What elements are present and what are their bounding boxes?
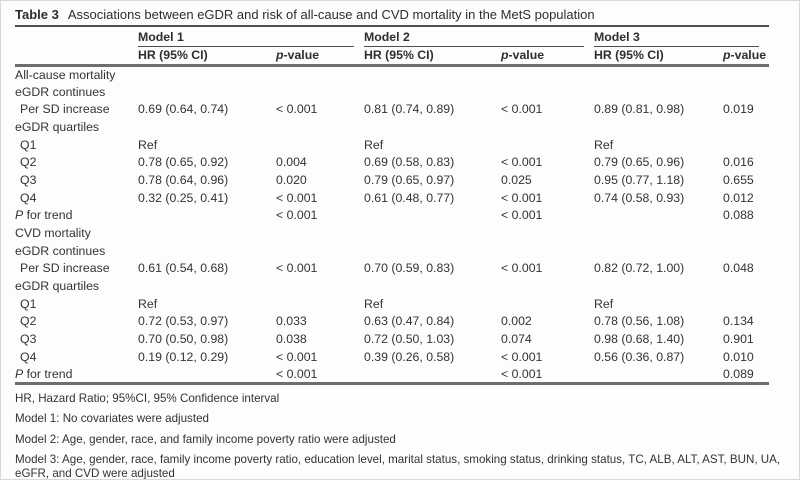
p-value-cell: 0.038 xyxy=(276,332,307,347)
row-label: Q4 xyxy=(20,349,37,364)
p-value-cell: < 0.001 xyxy=(276,190,318,205)
results-table xyxy=(15,25,769,385)
table-title-text: Associations between eGDR and risk of all-cause and CVD mortality in the MetS population xyxy=(67,7,595,22)
table-row xyxy=(15,330,769,348)
p-value-cell: < 0.001 xyxy=(501,190,543,205)
p-value-cell: < 0.001 xyxy=(501,155,543,170)
p-value-cell: < 0.001 xyxy=(501,261,543,276)
p-value-cell xyxy=(276,277,364,295)
hr-value-cell: 0.32 (0.25, 0.41) xyxy=(138,190,229,205)
footnote-model1: Model 1: No covariates were adjusted xyxy=(15,412,209,426)
footnote-abbreviations: HR, Hazard Ratio; 95%CI, 95% Confidence interval xyxy=(15,391,280,405)
hr-value-cell xyxy=(138,277,276,295)
p-value-cell: < 0.001 xyxy=(501,102,543,117)
hr-value-cell xyxy=(364,242,501,260)
p-value-cell: < 0.001 xyxy=(276,349,318,364)
row-label: eGDR continues xyxy=(15,84,106,99)
table-number: Table 3 xyxy=(15,7,59,22)
row-label: Q1 xyxy=(20,296,37,311)
row-label: Per SD increase xyxy=(20,102,110,117)
p-value-cell xyxy=(276,136,364,154)
p-column-header: p-value xyxy=(501,48,545,63)
hr-value-cell xyxy=(138,207,276,225)
hr-value-cell: Ref xyxy=(364,137,384,152)
hr-value-cell: 0.69 (0.58, 0.83) xyxy=(364,155,455,170)
hr-value-cell: 0.72 (0.50, 1.03) xyxy=(364,332,455,347)
hr-value-cell xyxy=(138,118,276,136)
hr-value-cell xyxy=(364,224,501,242)
hr-value-cell xyxy=(364,366,501,384)
p-value-cell xyxy=(501,277,594,295)
p-value-cell: 0.901 xyxy=(723,332,754,347)
hr-value-cell: 0.98 (0.68, 1.40) xyxy=(594,332,685,347)
hr-value-cell: 0.78 (0.56, 1.08) xyxy=(594,314,685,329)
p-value-cell: 0.002 xyxy=(501,314,532,329)
hr-column-header: HR (95% CI) xyxy=(594,48,664,63)
p-value-cell: < 0.001 xyxy=(501,349,543,364)
hr-column-header: HR (95% CI) xyxy=(364,48,434,63)
table-row xyxy=(15,136,769,154)
table-row xyxy=(15,83,769,101)
p-value-cell: < 0.001 xyxy=(276,102,318,117)
p-value-cell xyxy=(501,295,594,313)
row-label: eGDR quartiles xyxy=(15,279,100,294)
p-value-cell xyxy=(501,224,594,242)
p-value-cell: 0.025 xyxy=(501,172,532,187)
row-label: Q2 xyxy=(20,314,37,329)
table-row xyxy=(15,153,769,171)
p-value-cell xyxy=(276,295,364,313)
table-row xyxy=(15,224,769,242)
hr-value-cell: 0.70 (0.59, 0.83) xyxy=(364,261,455,276)
p-value-cell: 0.074 xyxy=(501,332,532,347)
hr-value-cell: 0.61 (0.54, 0.68) xyxy=(138,261,229,276)
hr-value-cell xyxy=(594,366,723,384)
table-header xyxy=(15,26,769,65)
model3-label: Model 3 xyxy=(594,27,759,47)
p-value-cell xyxy=(723,277,769,295)
model2-label: Model 2 xyxy=(364,27,584,47)
hr-value-cell xyxy=(364,207,501,225)
p-value-cell xyxy=(276,83,364,101)
table-row xyxy=(15,171,769,189)
hr-value-cell xyxy=(594,65,723,83)
hr-value-cell: 0.78 (0.64, 0.96) xyxy=(138,172,229,187)
row-label: Per SD increase xyxy=(20,261,110,276)
table-row xyxy=(15,100,769,118)
hr-value-cell: Ref xyxy=(594,137,614,152)
p-value-cell xyxy=(276,118,364,136)
hr-value-cell xyxy=(594,83,723,101)
hr-value-cell: 0.63 (0.47, 0.84) xyxy=(364,314,455,329)
table-row xyxy=(15,189,769,207)
p-value-cell xyxy=(723,136,769,154)
hr-value-cell: 0.56 (0.36, 0.87) xyxy=(594,349,685,364)
hr-value-cell xyxy=(594,242,723,260)
row-label: eGDR quartiles xyxy=(15,119,100,134)
hr-value-cell: 0.81 (0.74, 0.89) xyxy=(364,102,455,117)
row-label: All-cause mortality xyxy=(15,67,116,82)
p-value-cell xyxy=(501,242,594,260)
row-label: P for trend xyxy=(15,208,73,223)
p-column-header: p-value xyxy=(723,48,767,63)
p-value-cell xyxy=(501,118,594,136)
table-row xyxy=(15,348,769,366)
hr-value-cell: 0.74 (0.58, 0.93) xyxy=(594,190,685,205)
hr-value-cell: Ref xyxy=(138,137,158,152)
p-column-header: p-value xyxy=(276,48,320,63)
hr-value-cell xyxy=(594,118,723,136)
footnote-model2: Model 2: Age, gender, race, and family income poverty ratio were adjusted xyxy=(15,432,396,446)
p-value-cell xyxy=(501,136,594,154)
p-value-cell xyxy=(723,83,769,101)
hr-value-cell xyxy=(138,242,276,260)
p-value-cell: < 0.001 xyxy=(276,208,318,223)
row-label: Q3 xyxy=(20,332,37,347)
hr-column-header: HR (95% CI) xyxy=(138,48,208,63)
hr-value-cell xyxy=(364,83,501,101)
p-value-cell xyxy=(723,118,769,136)
model3-header xyxy=(594,26,769,47)
p-value-cell: < 0.001 xyxy=(276,261,318,276)
label-column-header xyxy=(15,26,138,65)
row-label: Q3 xyxy=(20,172,37,187)
footnote-model3: Model 3: Age, gender, race, family income poverty ratio, education level, marital status, smoking status, drinking status, TC, ALB, ALT, AST, BUN, UA, eGFR, and CVD were adjusted xyxy=(15,453,781,480)
hr-value-cell: 0.72 (0.53, 0.97) xyxy=(138,314,229,329)
p-value-cell xyxy=(723,295,769,313)
p-value-cell: 0.019 xyxy=(723,102,754,117)
hr-value-cell: 0.78 (0.65, 0.92) xyxy=(138,155,229,170)
p-value-cell xyxy=(501,65,594,83)
p-value-cell: 0.089 xyxy=(723,366,754,381)
p-value-cell xyxy=(723,224,769,242)
hr-value-cell xyxy=(138,83,276,101)
hr-value-cell: 0.95 (0.77, 1.18) xyxy=(594,172,685,187)
row-label: CVD mortality xyxy=(15,226,91,241)
table-row xyxy=(15,118,769,136)
table-row xyxy=(15,207,769,225)
table-footnotes xyxy=(15,392,785,480)
p-value-cell: < 0.001 xyxy=(276,366,318,381)
p-value-cell xyxy=(276,242,364,260)
hr-value-cell: Ref xyxy=(364,296,384,311)
p-value-cell: 0.048 xyxy=(723,261,754,276)
model-header-row xyxy=(15,26,769,47)
p-value-cell: < 0.001 xyxy=(501,208,543,223)
hr-value-cell: 0.79 (0.65, 0.97) xyxy=(364,172,455,187)
hr-value-cell: 0.69 (0.64, 0.74) xyxy=(138,102,229,117)
p-value-cell: 0.010 xyxy=(723,349,754,364)
p-value-cell xyxy=(276,65,364,83)
p-value-cell: 0.134 xyxy=(723,314,754,329)
model1-header xyxy=(138,26,364,47)
hr-value-cell xyxy=(594,277,723,295)
table-row xyxy=(15,242,769,260)
row-label: Q2 xyxy=(20,155,37,170)
p-value-cell: 0.016 xyxy=(723,155,754,170)
table-row xyxy=(15,65,769,83)
hr-value-cell xyxy=(138,224,276,242)
p-value-cell: 0.033 xyxy=(276,314,307,329)
table-row xyxy=(15,277,769,295)
p-value-cell xyxy=(723,65,769,83)
p-value-cell: 0.088 xyxy=(723,208,754,223)
table-row xyxy=(15,295,769,313)
hr-value-cell: 0.39 (0.26, 0.58) xyxy=(364,349,455,364)
table-body xyxy=(15,65,769,383)
hr-value-cell: 0.61 (0.48, 0.77) xyxy=(364,190,455,205)
model1-label: Model 1 xyxy=(138,27,354,47)
row-label: Q1 xyxy=(20,137,37,152)
table-row xyxy=(15,313,769,331)
hr-value-cell: 0.79 (0.65, 0.96) xyxy=(594,155,685,170)
hr-value-cell: Ref xyxy=(594,296,614,311)
p-value-cell: 0.012 xyxy=(723,190,754,205)
row-label: Q4 xyxy=(20,190,37,205)
table-caption xyxy=(15,7,799,22)
hr-value-cell xyxy=(364,65,501,83)
hr-value-cell xyxy=(364,118,501,136)
hr-value-cell xyxy=(594,207,723,225)
p-value-cell xyxy=(723,242,769,260)
table-row xyxy=(15,260,769,278)
hr-value-cell: 0.89 (0.81, 0.98) xyxy=(594,102,685,117)
p-value-cell: 0.020 xyxy=(276,172,307,187)
hr-value-cell: 0.19 (0.12, 0.29) xyxy=(138,349,229,364)
p-value-cell: 0.655 xyxy=(723,172,754,187)
hr-value-cell xyxy=(138,366,276,384)
hr-value-cell xyxy=(364,277,501,295)
hr-value-cell xyxy=(138,65,276,83)
row-label: P for trend xyxy=(15,366,73,381)
hr-value-cell xyxy=(594,224,723,242)
table-row xyxy=(15,366,769,384)
hr-value-cell: 0.70 (0.50, 0.98) xyxy=(138,332,229,347)
row-label: eGDR continues xyxy=(15,243,106,258)
model2-header xyxy=(364,26,594,47)
p-value-cell xyxy=(501,83,594,101)
hr-value-cell: Ref xyxy=(138,296,158,311)
hr-value-cell: 0.82 (0.72, 1.00) xyxy=(594,261,685,276)
p-value-cell: 0.004 xyxy=(276,155,307,170)
p-value-cell xyxy=(276,224,364,242)
p-value-cell: < 0.001 xyxy=(501,366,543,381)
